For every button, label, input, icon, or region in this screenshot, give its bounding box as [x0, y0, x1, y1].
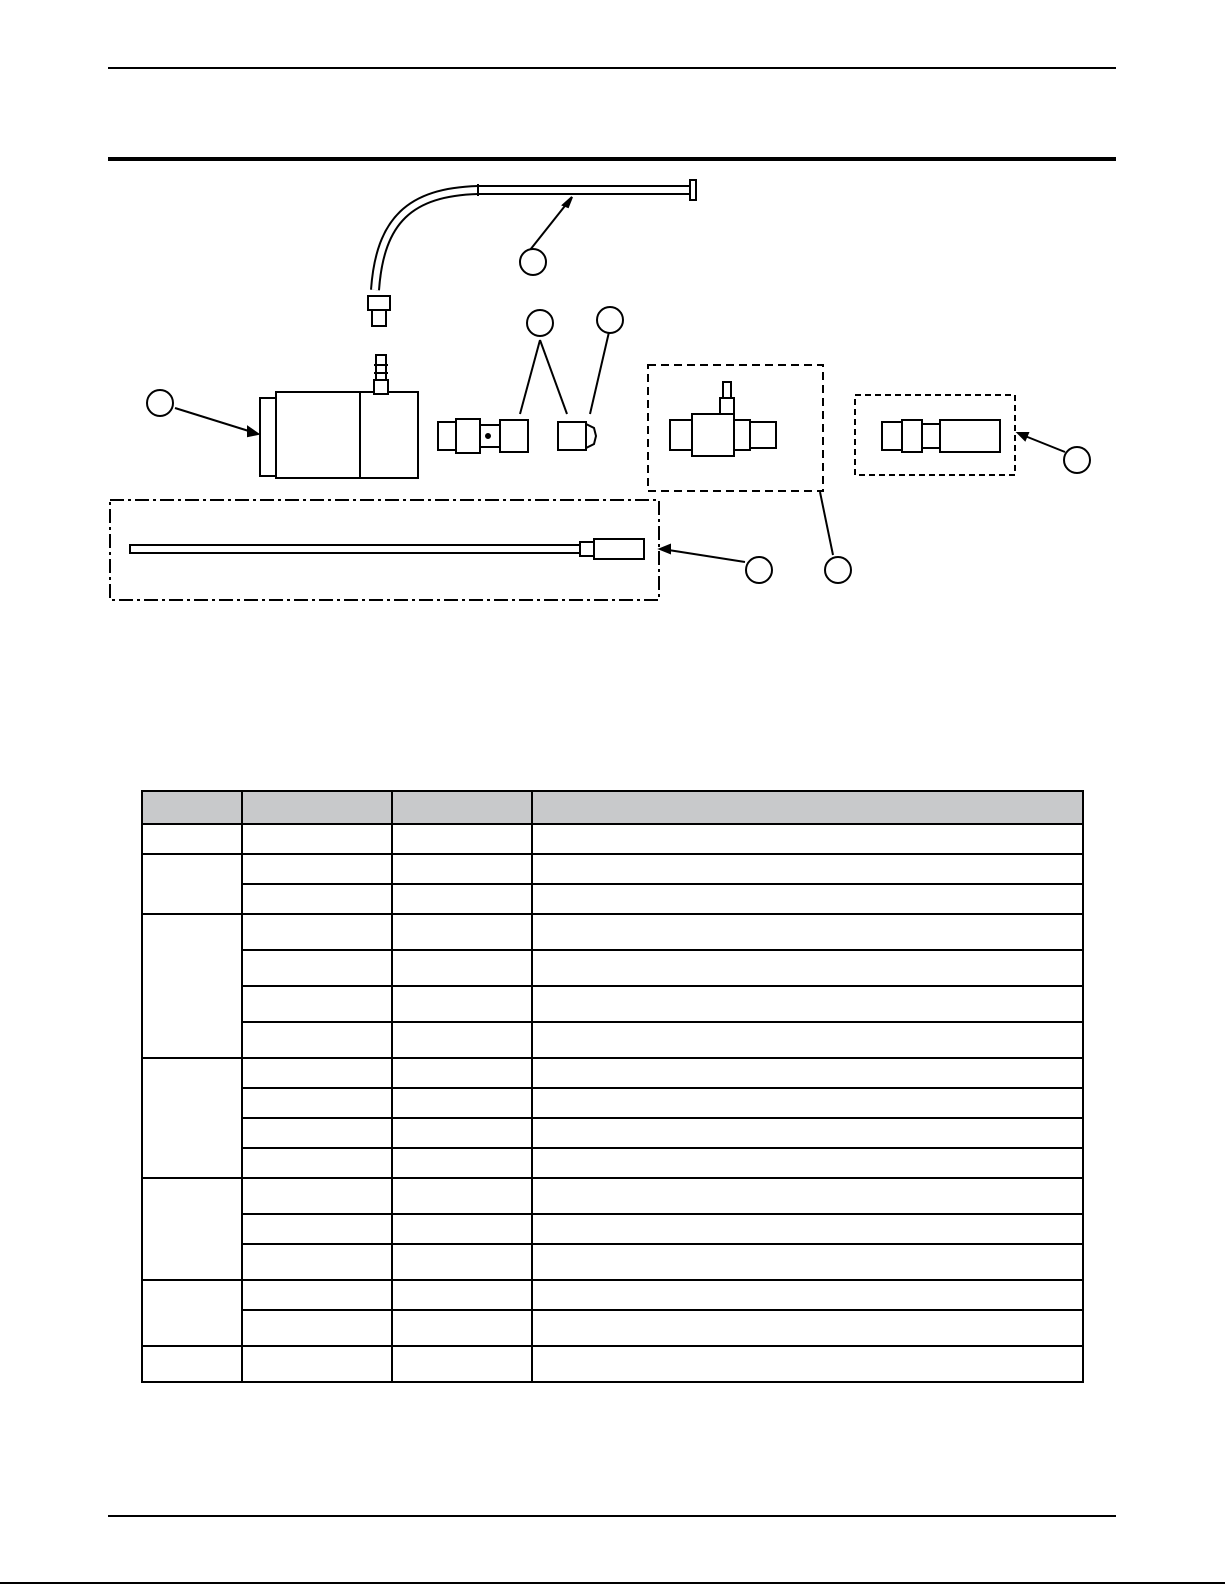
table-cell — [392, 1310, 532, 1346]
table-cell — [242, 1244, 392, 1280]
table-cell — [532, 1214, 1083, 1244]
table-cell — [392, 1088, 532, 1118]
table-cell — [242, 1280, 392, 1310]
header-rule — [108, 67, 1116, 69]
table-cell-group — [142, 854, 242, 914]
table-cell-group — [142, 1178, 242, 1280]
parts-diagram — [100, 170, 1110, 610]
table-cell — [392, 1244, 532, 1280]
table-cell — [532, 1118, 1083, 1148]
table-row — [142, 1148, 1083, 1178]
page-edge-rule — [0, 1582, 1225, 1584]
footer-rule — [108, 1515, 1116, 1517]
table-row — [142, 914, 1083, 950]
table-cell — [242, 1022, 392, 1058]
table-cell — [532, 1244, 1083, 1280]
table-cell — [392, 884, 532, 914]
table-cell — [242, 1148, 392, 1178]
table-cell — [242, 824, 392, 854]
table-cell — [242, 1088, 392, 1118]
table-row — [142, 1178, 1083, 1214]
table-cell — [242, 986, 392, 1022]
table-cell — [532, 1310, 1083, 1346]
curved-tube-drawing — [368, 180, 696, 326]
table-header-item — [142, 791, 242, 824]
table-cell — [532, 1346, 1083, 1382]
table-cell — [532, 1280, 1083, 1310]
table-cell — [392, 1178, 532, 1214]
table-header-row — [142, 791, 1083, 824]
table-cell — [532, 1178, 1083, 1214]
table-cell-group — [142, 914, 242, 1058]
table-cell — [392, 1214, 532, 1244]
table-cell — [532, 1148, 1083, 1178]
table-row — [142, 884, 1083, 914]
table-row — [142, 1280, 1083, 1310]
parts-table — [141, 790, 1084, 1383]
table-cell — [392, 1118, 532, 1148]
table-cell — [532, 914, 1083, 950]
table-cell — [242, 1118, 392, 1148]
table-row — [142, 1310, 1083, 1346]
table-cell — [392, 854, 532, 884]
table-cell — [392, 1346, 532, 1382]
table-cell — [242, 1310, 392, 1346]
probe-drawing — [110, 500, 772, 600]
table-cell — [242, 1178, 392, 1214]
table-cell — [532, 884, 1083, 914]
table-cell-group — [142, 1346, 242, 1382]
table-cell — [392, 914, 532, 950]
table-header-part-number — [242, 791, 392, 824]
table-cell — [392, 1280, 532, 1310]
table-row — [142, 1346, 1083, 1382]
table-cell — [242, 884, 392, 914]
coupler-drawing — [855, 395, 1090, 475]
table-cell — [532, 854, 1083, 884]
table-cell — [532, 824, 1083, 854]
table-cell — [242, 1346, 392, 1382]
table-cell-group — [142, 1280, 242, 1346]
table-cell — [392, 1058, 532, 1088]
table-header-description — [532, 791, 1083, 824]
table-row — [142, 1088, 1083, 1118]
table-row — [142, 986, 1083, 1022]
table-cell — [242, 1214, 392, 1244]
table-cell — [532, 950, 1083, 986]
table-cell — [532, 1058, 1083, 1088]
table-cell — [392, 1148, 532, 1178]
table-row — [142, 1118, 1083, 1148]
table-cell — [392, 824, 532, 854]
housing-drawing — [147, 355, 418, 478]
table-row — [142, 950, 1083, 986]
table-cell-group — [142, 1058, 242, 1178]
table-row — [142, 854, 1083, 884]
table-cell — [242, 914, 392, 950]
table-cell — [532, 1022, 1083, 1058]
table-cell — [392, 986, 532, 1022]
table-cell — [532, 1088, 1083, 1118]
table-cell-group — [142, 824, 242, 854]
table-cell — [392, 950, 532, 986]
tee-fitting-drawing — [648, 365, 851, 583]
table-cell — [242, 1058, 392, 1088]
table-row — [142, 1058, 1083, 1088]
table-header-quantity — [392, 791, 532, 824]
table-row — [142, 824, 1083, 854]
table-cell — [532, 986, 1083, 1022]
table-cell — [242, 950, 392, 986]
table-row — [142, 1214, 1083, 1244]
fittings-drawing — [438, 307, 623, 453]
section-rule — [108, 157, 1116, 161]
table-row — [142, 1022, 1083, 1058]
table-cell — [242, 854, 392, 884]
table-row — [142, 1244, 1083, 1280]
table-cell — [392, 1022, 532, 1058]
